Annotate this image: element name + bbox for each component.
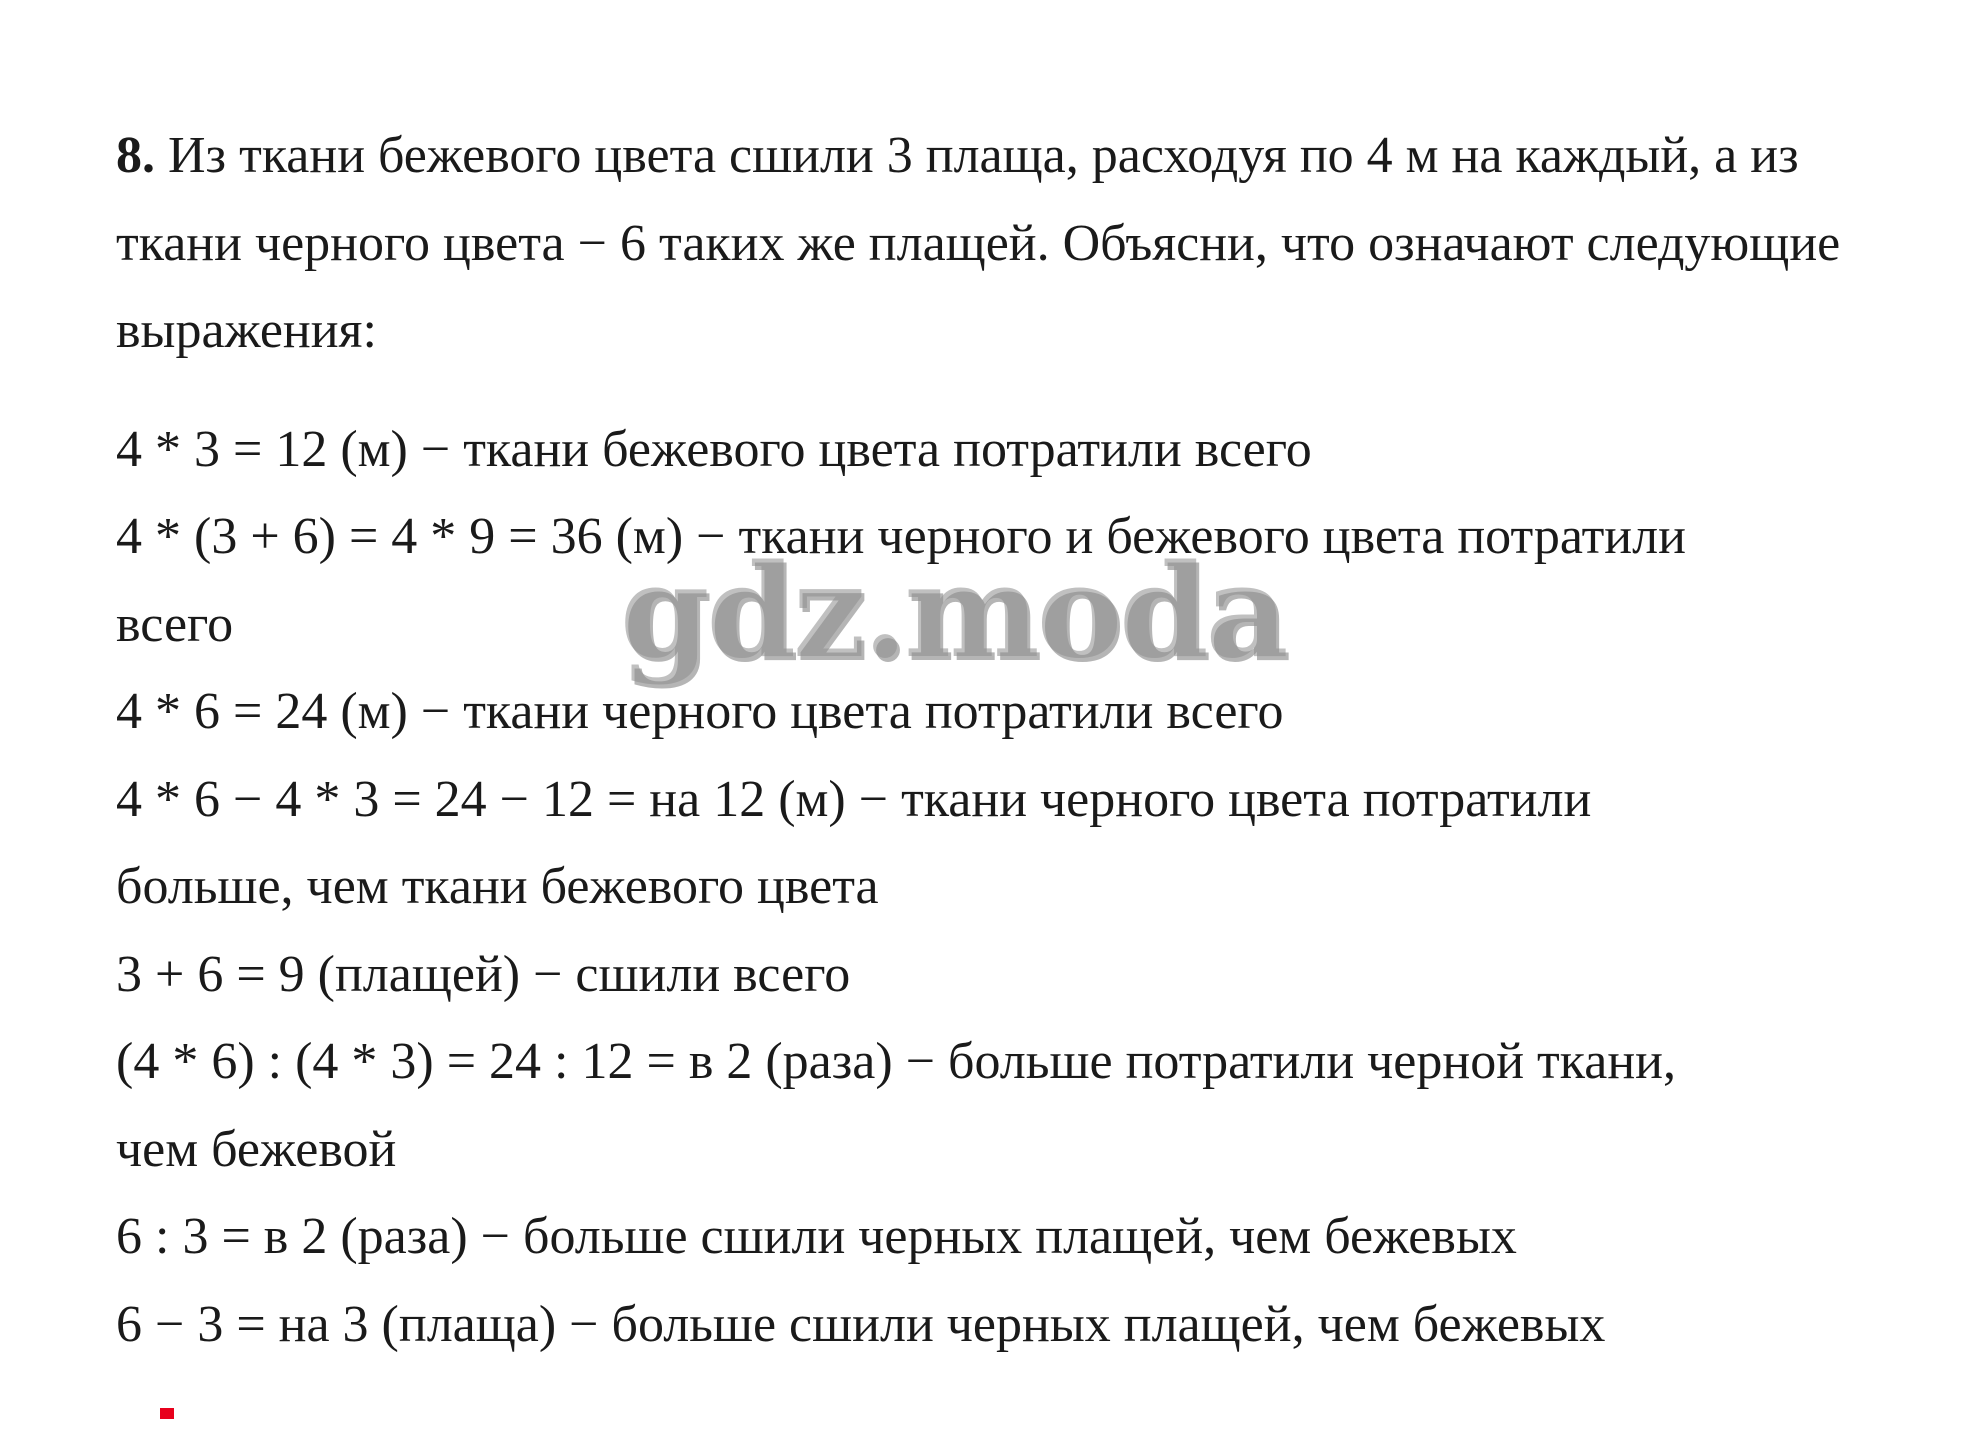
answer-line: всего [116,595,234,653]
answer-line: 6 : 3 = в 2 (раза) − больше сшили черных плащей, чем бежевых [116,1208,1517,1265]
answer-line: 3 + 6 = 9 (плащей) − сшили всего [116,945,851,1003]
red-marker [160,1408,174,1419]
answer-line: 4 * 6 − 4 * 3 = 24 − 12 = на 12 (м) − ткани черного цвета потратили [116,770,1592,828]
answer-line: больше, чем ткани бежевого цвета [116,858,879,915]
answer-line: 4 * (3 + 6) = 4 * 9 = 36 (м) − ткани черного и бежевого цвета потратили [116,508,1686,565]
problem-statement [116,112,1916,375]
answer-line: 4 * 6 = 24 (м) − ткани черного цвета потратили всего [116,683,1284,740]
document-page [116,112,1916,1368]
problem-number: 8. [116,127,155,184]
answer-list [116,406,1916,1369]
watermark: gdz.moda [620,537,1286,687]
answer-line: чем бежевой [116,1120,397,1178]
answer-line: (4 * 6) : (4 * 3) = 24 : 12 = в 2 (раза) − больше потратили черной ткани, [116,1033,1676,1090]
answer-line: 4 * 3 = 12 (м) − ткани бежевого цвета потратили всего [116,420,1312,478]
answer-line: 6 − 3 = на 3 (плаща) − больше сшили черных плащей, чем бежевых [116,1295,1606,1353]
problem-text: Из ткани бежевого цвета сшили 3 плаща, расходуя по 4 м на каждый, а из ткани черного цвета − 6 таких же плащей. Объясни, что означают следующие выражения: [116,127,1841,359]
